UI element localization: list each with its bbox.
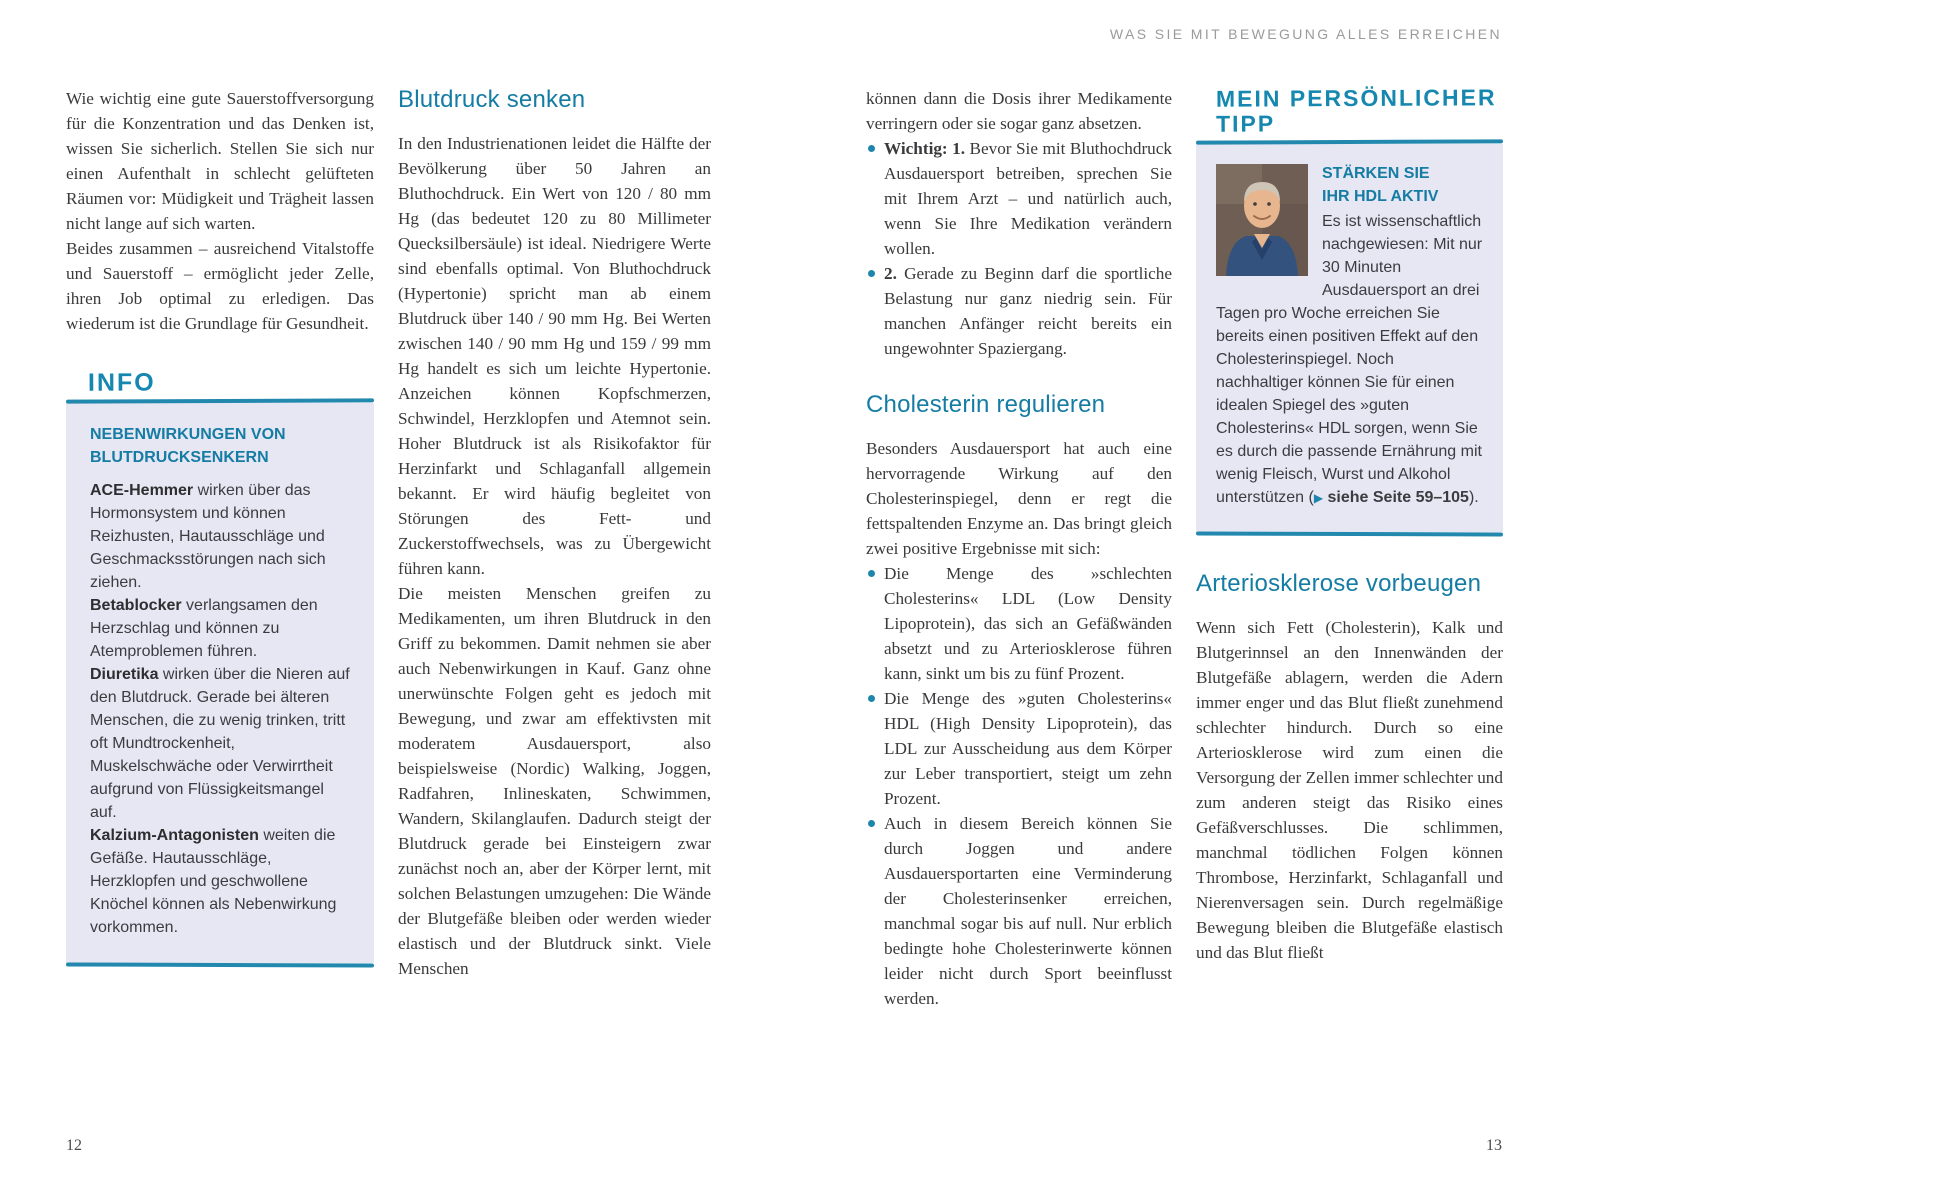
page-number-left: 12: [66, 1137, 82, 1154]
cholesterin-bullet: Die Menge des »guten Cholesterins« HDL (High Density Lipoprotein), das LDL zur Ausscheidung aus dem Körper zur Leber transportiert, steigt um zehn Prozent.: [866, 686, 1172, 811]
left-page-column-2: [398, 86, 711, 981]
info-entry-text: verlangsamen den Herzschlag und können zu Atemproblemen führen.: [90, 597, 318, 660]
page-number-right: 13: [1486, 1137, 1502, 1154]
right-page-column-1: [866, 86, 1172, 1011]
info-entry-text: wirken über das Hormonsystem und können Reizhusten, Hautausschläge und Geschmacksstörungen nach sich ziehen.: [90, 482, 326, 591]
tip-title-line1: STÄRKEN SIE: [1322, 165, 1430, 182]
info-entry: [90, 663, 352, 824]
right-page-column-2: [1196, 86, 1503, 965]
info-entry-term: Betablocker: [90, 597, 182, 614]
info-entry-text: weiten die Gefäße. Hautausschläge, Herzklopfen und geschwollene Knöchel können als Nebenwirkung vorkommen.: [90, 827, 337, 936]
wichtig-bullet: [866, 136, 1172, 261]
intro-paragraph-1: Wie wichtig eine gute Sauerstoffversorgung für die Konzentration und das Denken ist, wissen Sie sicherlich. Stellen Sie sich nur einen Aufenthalt in schlecht gelüfteten Räumen vor: Müdigkeit und Trägheit lassen nicht lange auf sich warten.: [66, 89, 374, 233]
info-entry-term: ACE-Hemmer: [90, 482, 194, 499]
info-box: [66, 403, 374, 963]
info-entry: [90, 594, 352, 663]
tip-rule-bottom: [1196, 531, 1503, 536]
tip-label: MEIN PERSÖNLICHER TIPP: [1215, 84, 1497, 137]
tip-box: [1196, 144, 1503, 532]
wichtig-bullet-bold: Wichtig: 1.: [884, 139, 966, 158]
wichtig-bullet-text: Bevor Sie mit Bluthochdruck Ausdauersport betreiben, sprechen Sie mit Ihrem Arzt – und natürlich auch, wenn Sie Ihre Medikation verändern wollen.: [884, 139, 1172, 258]
info-box-title: NEBENWIRKUNGEN VON BLUTDRUCKSENKERN: [90, 426, 286, 466]
info-rule-bottom: [66, 962, 374, 967]
tip-title-line2: IHR HDL AKTIV: [1322, 188, 1439, 205]
info-entry-term: Kalzium-Antagonisten: [90, 827, 259, 844]
section-heading-blutdruck: Blutdruck senken: [398, 86, 586, 113]
cholesterin-bullet: Auch in diesem Bereich können Sie durch Joggen und andere Ausdauersportarten eine Verminderung der Cholesterinsenker erreichen, manchmal sogar bis auf null. Nur erblich bedingte hohe Cholesterinwerte können leider nicht durch Sport beeinflusst werden.: [866, 811, 1172, 1011]
cross-reference-text: siehe Seite 59–105: [1327, 489, 1469, 506]
info-entry: [90, 479, 352, 594]
cross-reference-close: ).: [1468, 489, 1479, 506]
section-heading-cholesterin: Cholesterin regulieren: [866, 391, 1106, 418]
tip-author-photo: [1216, 164, 1308, 276]
wichtig-bullet: [866, 261, 1172, 361]
intro-paragraph-2: Beides zusammen – ausreichend Vitalstoffe und Sauerstoff – ermöglicht jeder Zelle, ihren Job optimal zu erledigen. Das wiederum ist die Grundlage für Gesundheit.: [66, 239, 374, 333]
blutdruck-paragraph-2: Die meisten Menschen greifen zu Medikamenten, um ihren Blutdruck in den Griff zu bekommen. Damit nehmen sie aber auch Nebenwirkungen in Kauf. Ganz ohne unerwünschte Folgen geht es jedoch mit Bewegung, und zwar am effektivsten mit moderatem Ausdauersport, also beispielsweise (Nordic) Walking, Joggen, Radfahren, Inlineskaten, Schwimmen, Wandern, Skilanglaufen. Dadurch steigt der Blutdruck gerade bei Einsteigern zwar zunächst noch an, aber der Körper lernt, mit solchen Belastungen umzugehen: Die Wände der Blutgefäße bleiben oder werden wieder elastisch und der Blutdruck sinkt. Viele Menschen: [398, 584, 711, 978]
arteriosklerose-paragraph: Wenn sich Fett (Cholesterin), Kalk und Blutgerinnsel an den Innenwänden der Blutgefäße ablagern, werden die Adern immer enger und das Blut fließt zunehmend schlechter hindurch. Durch so eine Arteriosklerose wird zum einen die Versorgung der Zellen immer schlechter und zum anderen steigt das Risiko eines Gefäßverschlusses. Die schlimmen, manchmal tödlichen Folgen können Thrombose, Herzinfarkt, Schlaganfall und Nierenversagen sein. Durch regelmäßige Bewegung bleiben die Blutgefäße elastisch und das Blut fließt: [1196, 618, 1503, 962]
portrait-illustration: [1216, 164, 1308, 276]
wichtig-bullet-bold: 2.: [884, 264, 897, 283]
left-page-column-1: [66, 86, 374, 967]
cholesterin-intro: Besonders Ausdauersport hat auch eine hervorragende Wirkung auf den Cholesterinspiegel, denn er regt die fettspaltenden Enzyme an. Das bringt gleich zwei positive Ergebnisse mit sich:: [866, 439, 1172, 558]
continuation-paragraph: können dann die Dosis ihrer Medikamente verringern oder sie sogar ganz absetzen.: [866, 89, 1172, 133]
wichtig-bullet-text: Gerade zu Beginn darf die sportliche Belastung nur ganz niedrig sein. Für manchen Anfänger reicht bereits ein ungewohnter Spaziergang.: [884, 264, 1173, 358]
blutdruck-paragraph-1: In den Industrienationen leidet die Hälfte der Bevölkerung über 50 Jahren an Bluthochdruck. Ein Wert von 120 / 80 mm Hg (das bedeutet 120 zu 80 Millimeter Quecksilbersäule) ist ideal. Niedrigere Werte sind ebenfalls optimal. Von Bluthochdruck (Hypertonie) spricht man ab einem Blutdruck über 140 / 90 mm Hg. Bei Werten zwischen 140 / 90 mm Hg und 159 / 99 mm Hg handelt es sich um leichte Hypertonie. Anzeichen können Kopfschmerzen, Schwindel, Herzklopfen und Atemnot sein. Hoher Blutdruck ist als Risikofaktor für Herzinfarkt und Schlaganfall allgemein bekannt. Er wird häufig begleitet von Störungen des Fett- und Zuckerstoffwechsels, was zu Übergewicht führen kann.: [398, 134, 711, 578]
info-entry: [90, 824, 352, 939]
cross-reference-arrow-icon: ▶: [1313, 491, 1324, 505]
running-head: WAS SIE MIT BEWEGUNG ALLES ERREICHEN: [1109, 26, 1502, 42]
info-section: [66, 370, 374, 967]
tip-body-text: Es ist wissenschaftlich nachgewiesen: Mit nur 30 Minuten Ausdauersport an drei Tagen pro Woche erreichen Sie bereits einen positiven Effekt auf den Cholesterinspiegel. Noch nachhaltiger können Sie für einen idealen Spiegel des »guten Cholesterins« HDL sorgen, wenn Sie es durch die passende Ernährung mit wenig Fleisch, Wurst und Alkohol unterstützen (: [1216, 213, 1483, 506]
cholesterin-bullet: Die Menge des »schlechten Cholesterins« LDL (Low Density Lipoprotein), das sich an Gefäßwänden absetzt und zu Arteriosklerose führen kann, sinkt um bis zu fünf Prozent.: [866, 561, 1172, 686]
section-heading-arteriosklerose: Arteriosklerose vorbeugen: [1196, 570, 1482, 597]
info-entry-text: wirken über die Nieren auf den Blutdruck. Gerade bei älteren Menschen, die zu wenig trinken, tritt oft Mundtrockenheit, Muskelschwäche oder Verwirrtheit aufgrund von Flüssigkeitsmangel auf.: [90, 666, 350, 821]
info-label: INFO: [87, 368, 156, 397]
info-entry-term: Diuretika: [90, 666, 159, 683]
